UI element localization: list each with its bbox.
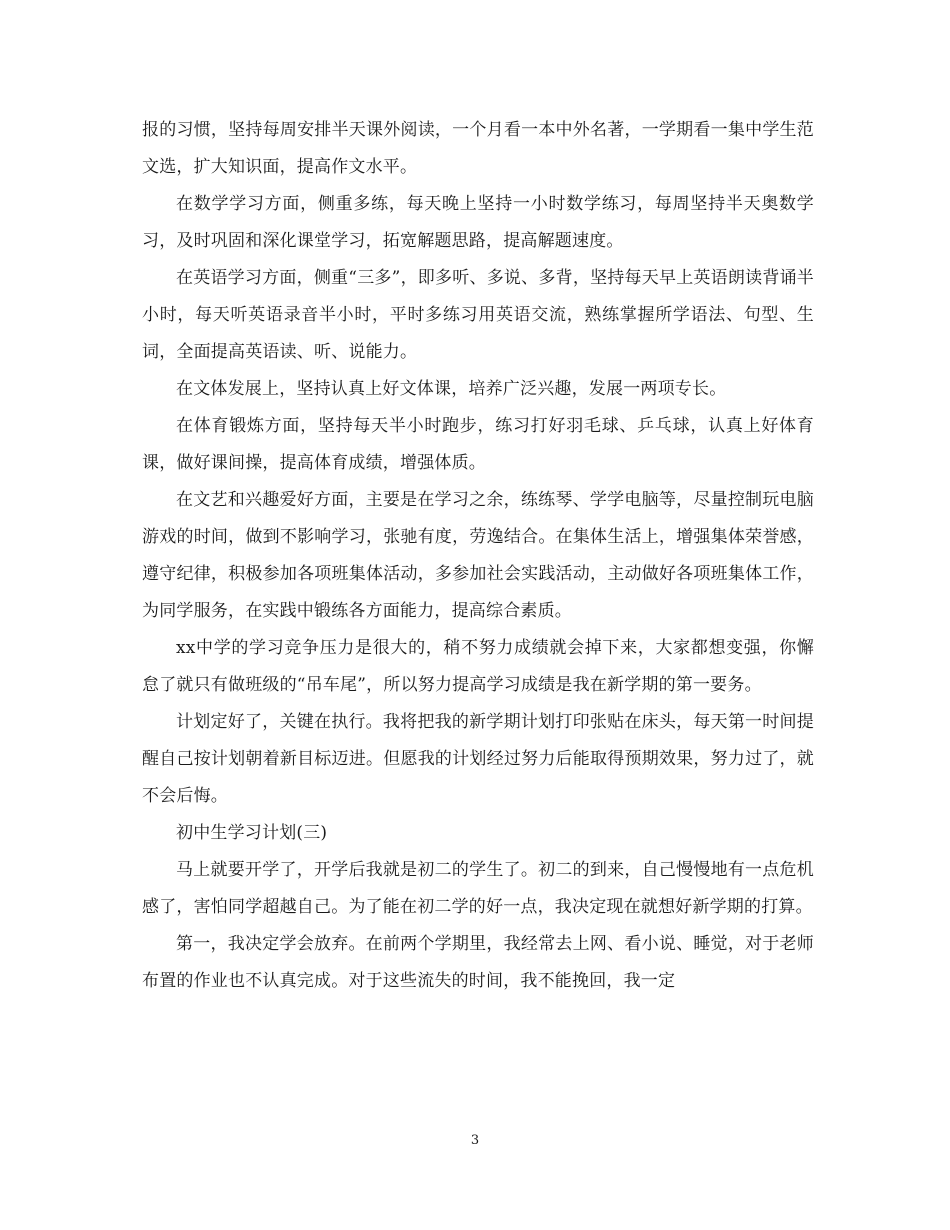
paragraph-math-study: 在数学学习方面，侧重多练，每天晚上坚持一小时数学练习，每周坚持半天奥数学习，及时巩固和深化课堂学习，拓宽解题思路，提高解题速度。	[142, 194, 814, 251]
paragraph-give-up: 第一，我决定学会放弃。在前两个学期里，我经常去上网、看小说、睡觉，对于老师布置的作业也不认真完成。对于这些流失的时间，我不能挽回，我一定	[142, 934, 814, 991]
page-number: 3	[470, 1133, 480, 1148]
paragraph-english-study: 在英语学习方面，侧重“三多”，即多听、多说、多背，坚持每天早上英语朗读背诵半小时，每天听英语录音半小时，平时多练习用英语交流，熟练掌握所学语法、句型、生词，全面提高英语读、听、说能力。	[142, 268, 814, 362]
paragraph-physical-exercise: 在体育锻炼方面，坚持每天半小时跑步，练习打好羽毛球、乒乓球，认真上好体育课，做好课间操，提高体育成绩，增强体质。	[142, 416, 814, 473]
paragraph-hobbies-collective: 在文艺和兴趣爱好方面，主要是在学习之余，练练琴、学学电脑等，尽量控制玩电脑游戏的时间，做到不影响学习，张驰有度，劳逸结合。在集体生活上，增强集体荣誉感，遵守纪律，积极参加各项班集体活动，多参加社会实践活动，主动做好各项班集体工作，为同学服务，在实践中锻练各方面能力，提高综合素质。	[142, 490, 814, 621]
paragraph-reading-habit: 报的习惯，坚持每周安排半天课外阅读，一个月看一本中外名著，一学期看一集中学生范文选，扩大知识面，提高作文水平。	[142, 120, 814, 177]
paragraph-competition: xx中学的学习竞争压力是很大的，稍不努力成绩就会掉下来，大家都想变强，你懈怠了就只有做班级的“吊车尾”，所以努力提高学习成绩是我在新学期的第一要务。	[142, 638, 814, 695]
page-body	[142, 112, 814, 1000]
section-heading: 初中生学习计划(三)	[176, 823, 328, 843]
paragraph-execution: 计划定好了，关键在执行。我将把我的新学期计划打印张贴在床头，每天第一时间提醒自己按计划朝着新目标迈进。但愿我的计划经过努力后能取得预期效果，努力过了，就不会后悔。	[142, 712, 814, 806]
paragraph-new-semester: 马上就要开学了，开学后我就是初二的学生了。初二的到来，自己慢慢地有一点危机感了，害怕同学超越自己。为了能在初二学的好一点，我决定现在就想好新学期的打算。	[142, 860, 814, 917]
paragraph-arts-sports: 在文体发展上，坚持认真上好文体课，培养广泛兴趣，发展一两项专长。	[176, 379, 727, 399]
